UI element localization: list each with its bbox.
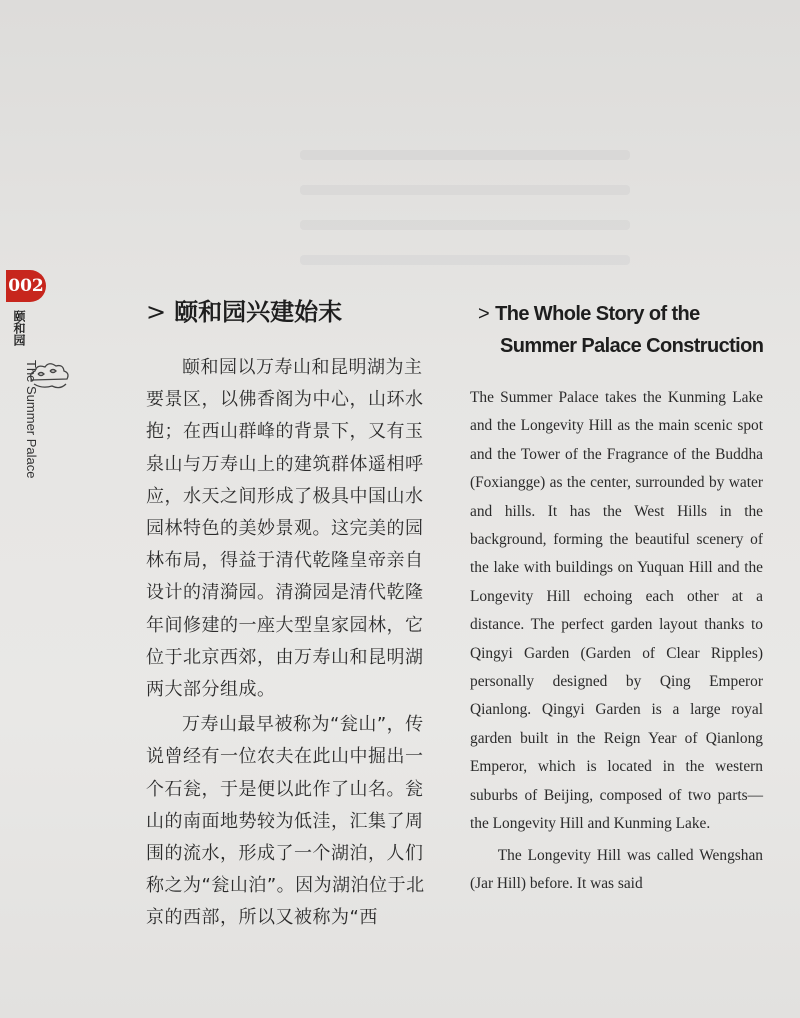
running-title-en: The Summer Palace [24, 360, 39, 479]
heading-text-zh: 颐和园兴建始末 [174, 298, 343, 326]
heading-text-en-line1: The Whole Story of the [495, 303, 700, 325]
body-text-en [470, 384, 763, 901]
body-text-zh [146, 352, 434, 938]
show-through-line [300, 150, 630, 160]
section-heading-en [478, 298, 778, 362]
chevron-right-icon: > [478, 303, 490, 325]
paragraph-en: The Summer Palace takes the Kunming Lake and the Longevity Hill as the main scenic spot and the Tower of the Fragrance of the Buddha (Foxiangge) as the center, surrounded by water and hills. It has the West Hills in the background, forming the beautiful scenery of the lake with buildings on Yuquan Hill and the Longevity Hill echoing each other at a distance. The perfect garden layout thanks to Qingyi Garden (Garden of Clear Ripples) personally designed by Qing Emperor Qianlong. Qingyi Garden is a large royal garden built in the Reign Year of Qianlong Emperor, which is located in the western suburbs of Beijing, composed of two parts—the Longevity Hill and Kunming Lake. [470, 389, 763, 833]
show-through-line [300, 220, 630, 230]
show-through-line [300, 185, 630, 195]
paragraph-zh: 万寿山最早被称为“瓮山”，传说曾经有一位农夫在此山中掘出一个石瓮，于是便以此作了山名。瓮山的南面地势较为低洼，汇集了周围的流水，形成了一个湖泊，人们称之为“瓮山泊”。因为湖泊位于北京的西部，所以又被称为“西 [146, 714, 425, 929]
chevron-right-icon: > [146, 298, 167, 326]
section-heading-zh [146, 292, 342, 327]
paragraph-zh: 颐和园以万寿山和昆明湖为主要景区，以佛香阁为中心，山环水抱；在西山群峰的背景下，又有玉泉山与万寿山上的建筑群体遥相呼应，水天之间形成了极具中国山水园林特色的美妙景观。这完美的园林布局，得益于清代乾隆皇帝亲自设计的清漪园。清漪园是清代乾隆年间修建的一座大型皇家园林，它位于北京西郊，由万寿山和昆明湖两大部分组成。 [146, 357, 424, 701]
heading-text-en-line2: Summer Palace Construction [500, 335, 764, 357]
show-through-line [300, 255, 630, 265]
paragraph-en: The Longevity Hill was called Wengshan (Jar Hill) before. It was said [470, 846, 763, 892]
page-number-badge [6, 270, 46, 302]
auspicious-cloud-icon [26, 358, 72, 392]
running-title-zh: 颐和园 [12, 310, 26, 346]
page-number: 002 [8, 276, 44, 296]
